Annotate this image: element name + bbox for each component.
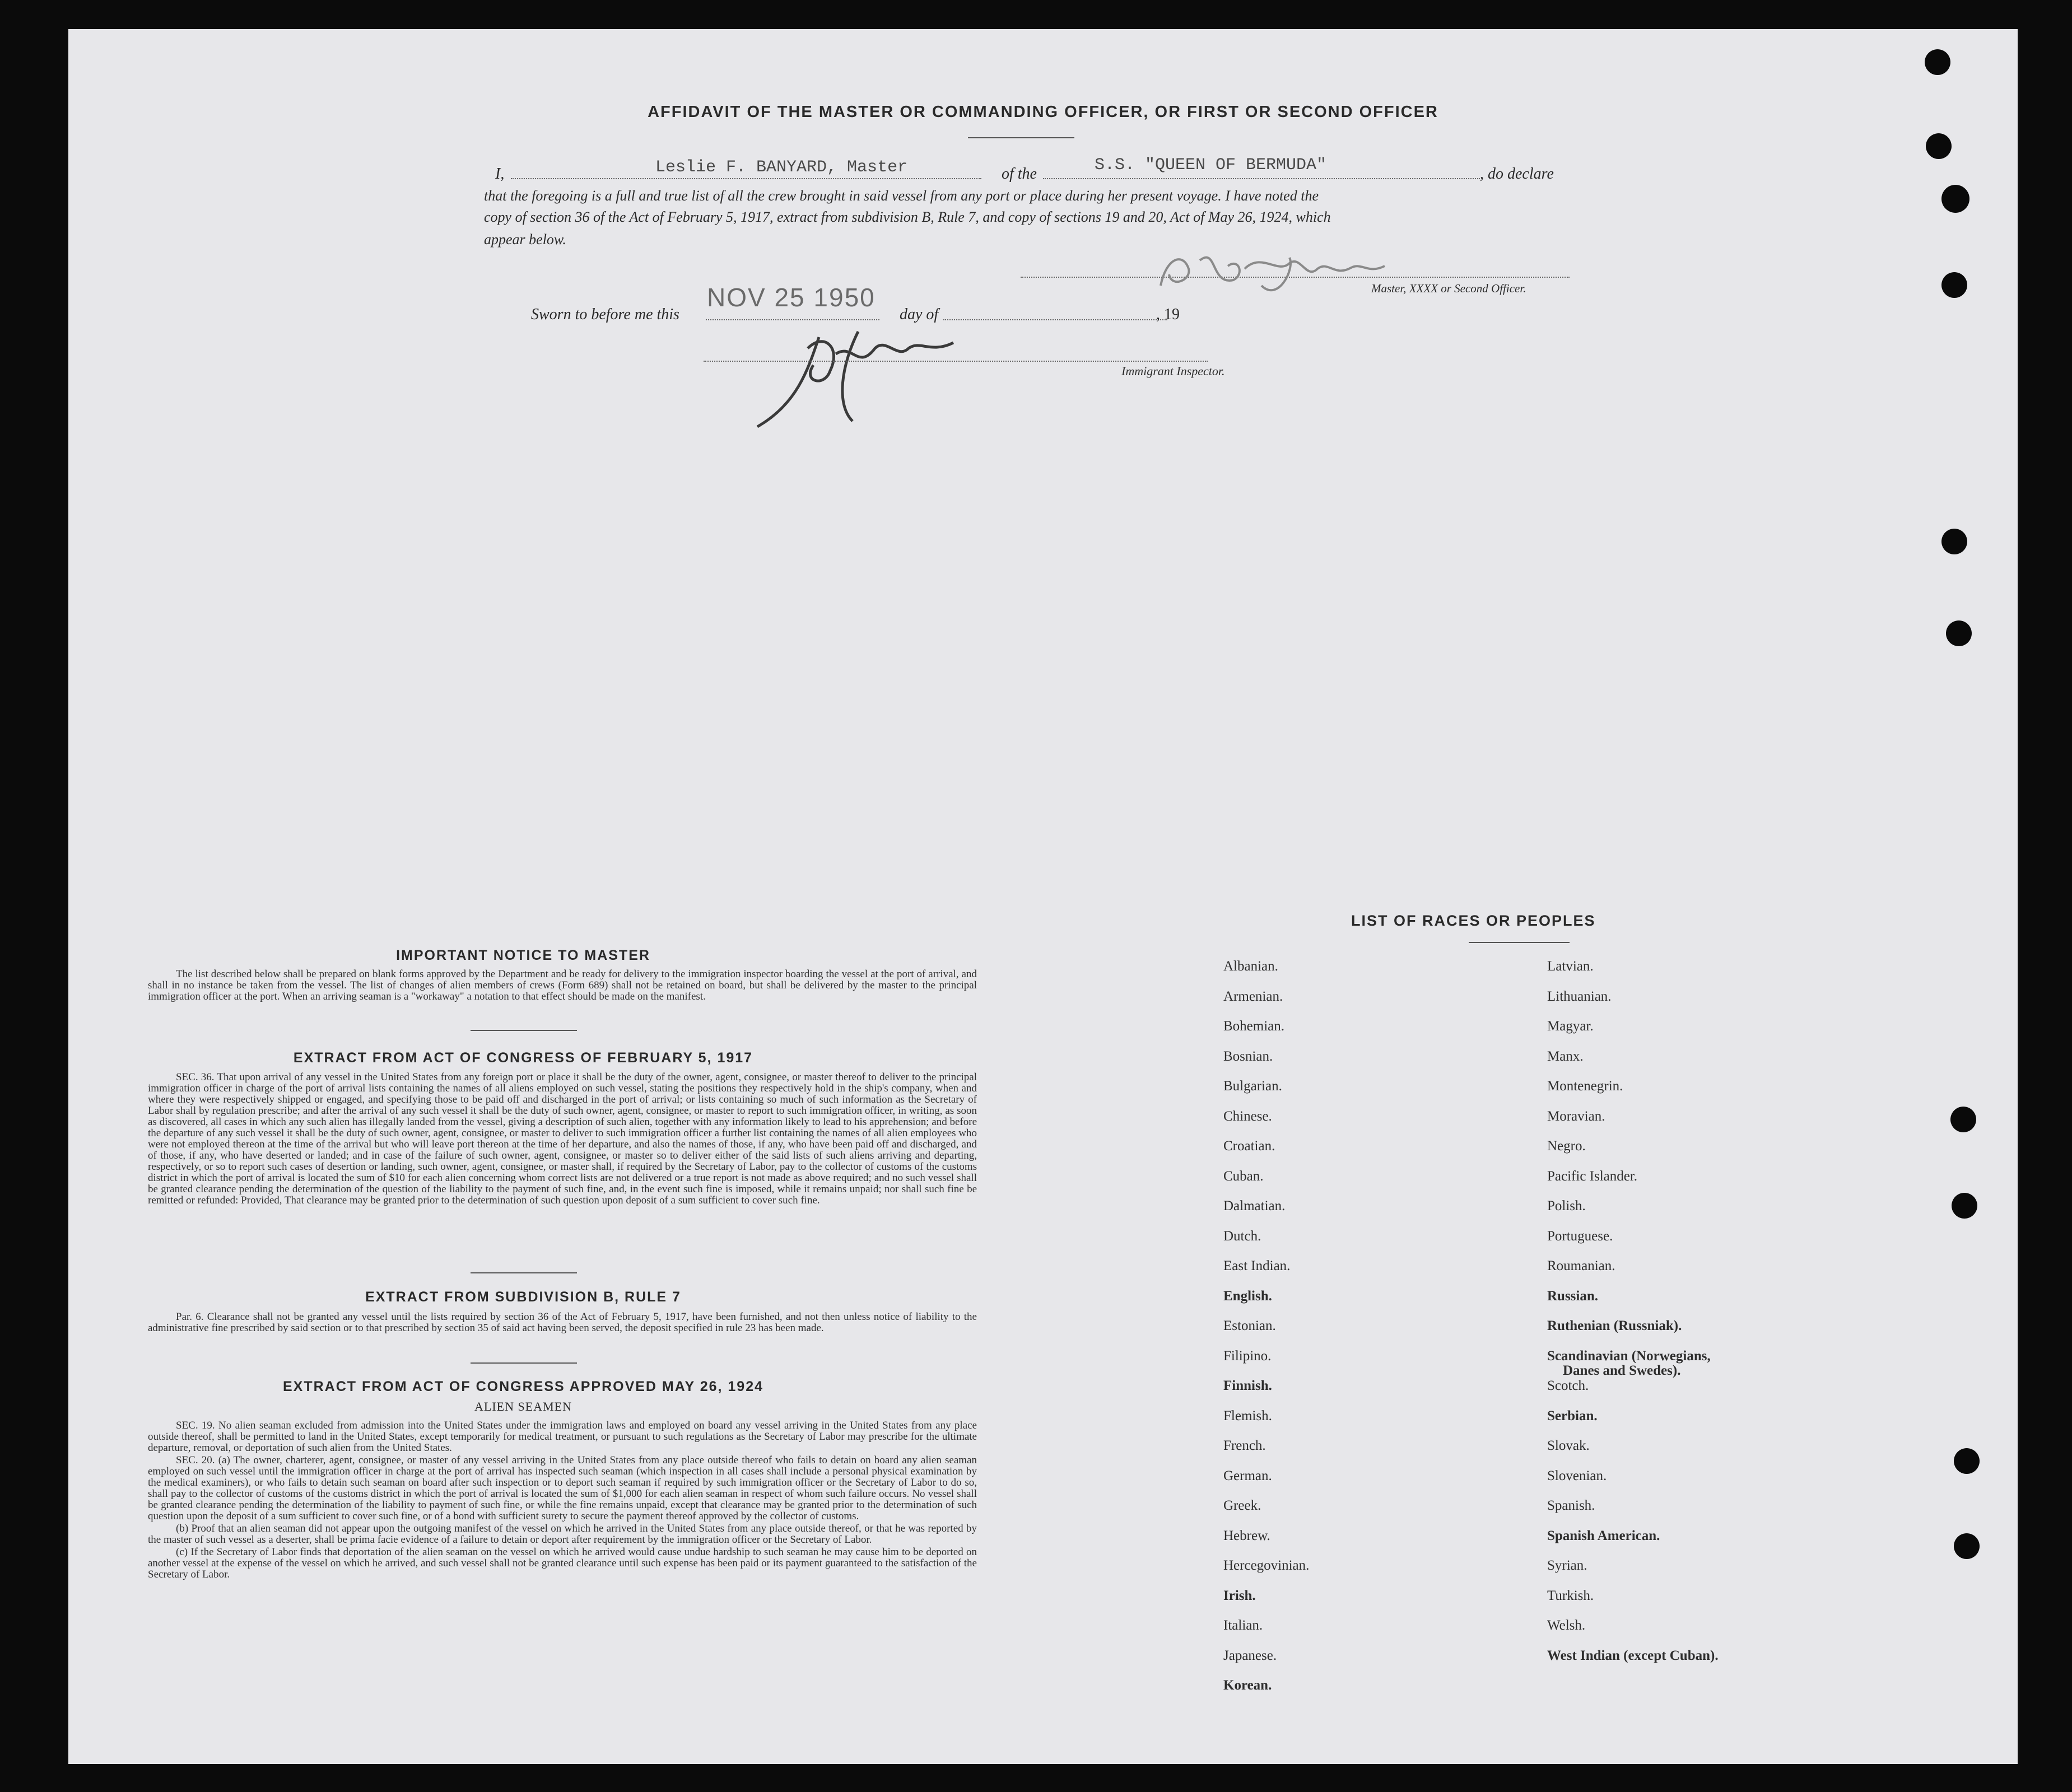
race-item: Turkish. [1547,1588,1594,1603]
race-item: Flemish. [1223,1408,1272,1424]
section-20b-paragraph: (b) Proof that an alien seaman did not appear upon the outgoing manifest of the vessel on which he arrived in the United States from any place outside thereof, or that he was reported by the master of such vessel as a deserter, shall be prima facie evidence of a failure to detain or deport after requirement by the immigration officer or the Secretary of Labor. [148,1523,977,1546]
race-item: Bosnian. [1223,1048,1273,1064]
rule-7-paragraph: Par. 6. Clearance shall not be granted any vessel until the lists required by section 36 of the Act of February 5, 1917, have been furnished, and not then unless notice of liability to the administrative fine prescribed by said section or to that prescribed by section 35 of said act having been served, the deposit specified in rule 23 has been made. [148,1311,977,1334]
races-divider [1469,942,1570,943]
section-20c-paragraph: (c) If the Secretary of Labor finds that deportation of the alien seaman on the vessel on which he arrived would cause undue hardship to such seaman he may cause him to be deported on another vessel at the expense of the vessel on which he arrived, and such vessel shall not be granted clearance until such expense has been paid or its payment guaranteed to the satisfaction of the Secretary of Labor. [148,1546,977,1580]
master-signature [1149,235,1463,308]
race-item: West Indian (except Cuban). [1547,1648,1719,1663]
binder-hole [1925,49,1950,75]
extract-1924-title: EXTRACT FROM ACT OF CONGRESS APPROVED MAY 26, 1924 [282,1379,764,1394]
race-item: Hebrew. [1223,1528,1270,1543]
name-blank [511,178,981,179]
day-of-text: day of [900,306,939,323]
race-item: Danes and Swedes). [1563,1362,1681,1378]
race-item: Pacific Islander. [1547,1168,1638,1184]
races-title: LIST OF RACES OR PEOPLES [1351,912,1596,929]
race-item: Roumanian. [1547,1258,1615,1273]
affidavit-line-2: that the foregoing is a full and true list of all the crew brought in said vessel from any port or place during her present voyage. I have noted the [484,188,1319,204]
race-item: Spanish American. [1547,1528,1660,1543]
race-item: Irish. [1223,1588,1256,1603]
affidavit-of-the: of the [1002,165,1037,183]
race-item: Montenegrin. [1547,1079,1623,1094]
vessel-blank [1043,178,1480,179]
binder-hole [1941,529,1967,554]
race-item: Japanese. [1223,1648,1277,1663]
race-item: Estonian. [1223,1318,1276,1333]
race-item: Hercegovinian. [1223,1558,1310,1573]
extract-1917-divider [471,1272,577,1273]
race-item: Spanish. [1547,1498,1595,1513]
binder-hole [1954,1448,1980,1474]
inspector-signature [741,309,987,444]
race-item: Finnish. [1223,1378,1272,1393]
race-item: East Indian. [1223,1258,1291,1273]
race-item: Moravian. [1547,1108,1605,1124]
binder-hole [1952,1193,1977,1219]
binder-hole [1926,133,1952,159]
affidavit-title: AFFIDAVIT OF THE MASTER OR COMMANDING OFFICER, OR FIRST OR SECOND OFFICER [648,103,1438,121]
race-item: Polish. [1547,1198,1586,1214]
extract-1924-text [148,1420,977,1581]
inspector-caption: Immigrant Inspector. [1121,364,1225,378]
race-item: Dutch. [1223,1228,1261,1244]
race-item: Lithuanian. [1547,988,1612,1004]
race-item: Bulgarian. [1223,1079,1282,1094]
race-item: Greek. [1223,1498,1261,1513]
rule-7-divider [471,1362,577,1364]
race-item: French. [1223,1438,1266,1453]
race-item: Filipino. [1223,1348,1272,1364]
title-divider [968,137,1074,138]
sworn-text: Sworn to before me this [531,306,679,323]
race-item: Korean. [1223,1678,1272,1693]
master-caption: Master, XXXX or Second Officer. [1371,282,1526,295]
notice-divider [471,1030,577,1031]
document-page [68,29,2018,1764]
race-item: Cuban. [1223,1168,1264,1184]
affidavit-line-3: copy of section 36 of the Act of February 5, 1917, extract from subdivision B, Rule 7, and copy of sections 19 and 20, Act of May 26, 1924, which [484,209,1331,225]
race-item: English. [1223,1288,1272,1304]
affidavit-line-4: appear below. [484,231,566,248]
section-19-paragraph: SEC. 19. No alien seaman excluded from admission into the United States under the immigration laws and employed on board any vessel arriving in the United States from any place outside thereof, shall be permitted to land in the United States, except temporarily for medical treatment, or pursuant to such regulations as the Secretary of Labor may prescribe for the ultimate departure, removal, or deportation of such alien from the United States. [148,1420,977,1454]
binder-hole [1941,272,1967,298]
notice-paragraph: The list described below shall be prepared on blank forms approved by the Department and be ready for delivery to the immigration inspector boarding the vessel at the port of arrival, and shall in no instance be taken from the vessel. The list of changes of alien members of crews (Form 689) shall not be retained on board, but shall be delivered by the master to the principal immigration officer at the port. When an arriving seaman is a "workaway" a notation to that effect should be made on the manifest. [148,968,977,1002]
race-item: Ruthenian (Russniak). [1547,1318,1682,1333]
year-text: , 19 [1156,306,1180,323]
vessel-name-field: S.S. "QUEEN OF BERMUDA" [1095,156,1327,175]
race-item: Dalmatian. [1223,1198,1286,1214]
race-item: Serbian. [1547,1408,1598,1424]
binder-hole [1941,185,1969,213]
race-item: Croatian. [1223,1138,1275,1154]
race-item: Latvian. [1547,959,1594,974]
date-stamp: NOV 25 1950 [707,283,876,312]
extract-1917-title: EXTRACT FROM ACT OF CONGRESS OF FEBRUARY 5, 1917 [293,1050,753,1066]
section-20a-paragraph: SEC. 20. (a) The owner, charterer, agent, consignee, or master of any vessel arriving in the United States from any place outside thereof who fails to detain on board any alien seaman employed on such vessel until the immigration officer in charge at the port of arrival has inspected such seaman (which inspection in all cases shall include a personal physical examination by the medical examiners), or who fails to detain such seaman on board after such inspection or to deport such seaman if required by such immigration officer or the Secretary of Labor to do so, shall pay to the collector of customs of the customs district in which the port of arrival is located the sum of $1,000 for each alien seaman in respect of whom such failure occurs. No vessel shall be granted clearance pending the determination of the liability to payment of such fine, or while the fine remains unpaid, except that clearance may be granted prior to the determination of such question upon the deposit of a sum sufficient to cover such fine, or of a bond with sufficient surety to secure the payment thereof approved by the collector of customs. [148,1454,977,1522]
race-item: Slovak. [1547,1438,1590,1453]
race-item: Magyar. [1547,1019,1594,1034]
extract-1917-text [148,1072,977,1207]
binder-hole [1946,620,1972,646]
race-item: Scandinavian (Norwegians, [1547,1348,1711,1364]
notice-title: IMPORTANT NOTICE TO MASTER [396,948,650,963]
affidavit-do-declare: , do declare [1480,165,1554,183]
race-item: Chinese. [1223,1108,1272,1124]
race-item: Armenian. [1223,988,1283,1004]
race-item: Welsh. [1547,1618,1586,1633]
rule-7-text [148,1312,977,1335]
race-item: Syrian. [1547,1558,1587,1573]
master-name-field: Leslie F. BANYARD, Master [655,158,908,177]
notice-text [148,969,977,1004]
binder-hole [1954,1533,1980,1559]
inspector-signature-line [704,361,1208,362]
rule-7-title: EXTRACT FROM SUBDIVISION B, RULE 7 [365,1289,681,1305]
race-item: Negro. [1547,1138,1586,1154]
race-item: Russian. [1547,1288,1599,1304]
binder-hole [1950,1107,1976,1132]
race-item: German. [1223,1468,1272,1483]
race-item: Portuguese. [1547,1228,1613,1244]
race-item: Scotch. [1547,1378,1589,1393]
race-item: Albanian. [1223,959,1278,974]
section-36-paragraph: SEC. 36. That upon arrival of any vessel in the United States from any foreign port or place it shall be the duty of the owner, agent, consignee, or master thereof to deliver to the principal immigration officer in charge of the port of arrival lists containing the names of all aliens employed on such vessel, stating the positions they respectively hold in the ship's company, when and where they were respectively shipped or engaged, and specifying those to be paid off and discharged in the port of arrival; or lists containing so much of such information as the Secretary of Labor shall by regulation prescribe; and after the arrival of any such vessel it shall be the duty of such owner, agent, consignee, or master to report to such immigration officer, in writing, as soon as discovered, all cases in which any such alien has illegally landed from the vessel, giving a description of such alien, together with any information likely to lead to his apprehension; and before the departure of any such vessel it shall be the duty of such owner, agent, consignee, or master to deliver to such immigration officer a further list containing the names of all alien employees who were not employed thereon at the time of the arrival but who will leave port thereon at the time of her departure, and also the names of those, if any, who have been paid off and discharged, and of those, if any, who have deserted or landed; and in case of the failure of such owner, agent, consignee, or master so to deliver either of the said lists of such aliens arriving and departing, respectively, or so to report such cases of desertion or landing, such owner, agent, consignee, or master shall, if required by the Secretary of Labor, pay to the collector of customs of the customs district in which the port of arrival is located the sum of $10 for each alien concerning whom correct lists are not delivered or a true report is not made as above required; and no such vessel shall be granted clearance pending the determination of the question of the liability to the payment of such fine, and, in the event such fine is imposed, while it remains unpaid; nor shall such fine be remitted or refunded: Provided, That clearance may be granted prior to the determination of such question upon deposit of a sum sufficient to cover such fine. [148,1071,977,1206]
race-item: Slovenian. [1547,1468,1607,1483]
race-item: Manx. [1547,1048,1584,1064]
race-item: Italian. [1223,1618,1263,1633]
alien-seamen-subtitle: ALIEN SEAMEN [474,1399,572,1413]
race-item: Bohemian. [1223,1019,1285,1034]
affidavit-i: I, [495,165,505,183]
